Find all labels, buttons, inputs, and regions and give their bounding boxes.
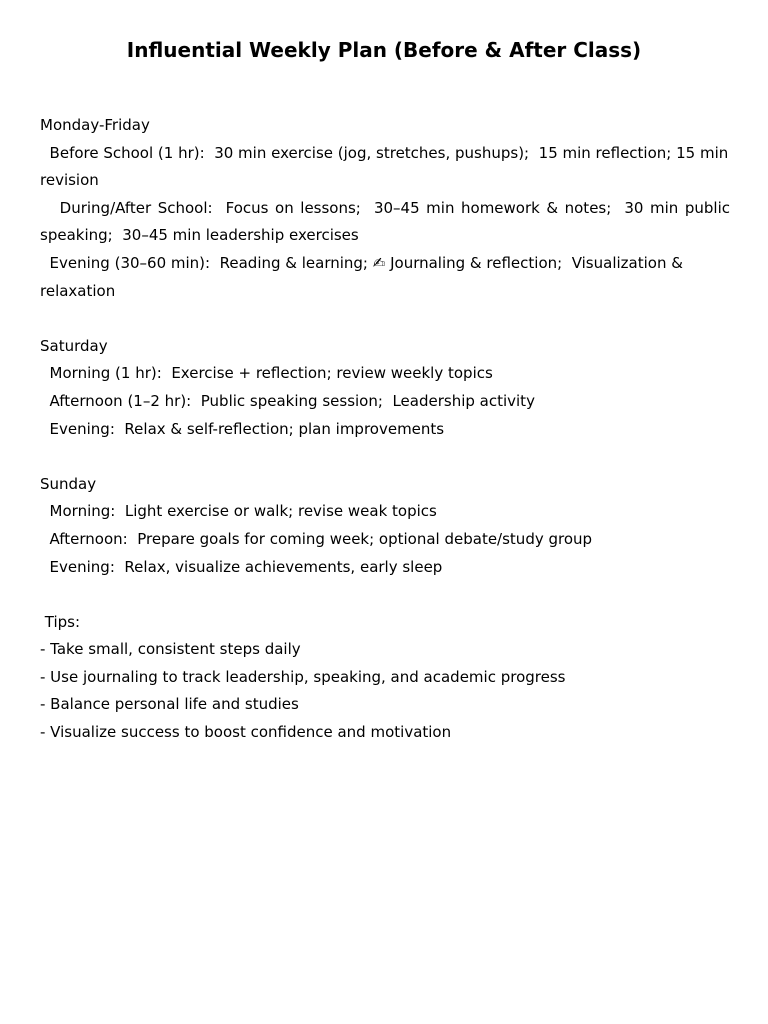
weekday-heading: Monday-Friday [40,116,150,134]
tips-item: - Take small, consistent steps daily [40,640,301,659]
sunday-heading: Sunday [40,474,97,493]
sunday-afternoon: Afternoon: Prepare goals for coming week; optional debate/study group [40,529,593,548]
weekday-before-school: Before School (1 hr): 30 min exercise (jog, stretches, pushups); 15 min reflection; 15 min revision [40,143,734,190]
section-spacer [40,443,730,471]
tips-item: - Balance personal life and studies [40,695,299,714]
saturday-evening: Evening: Relax & self-reflection; plan improvements [40,419,445,438]
weekday-evening: Evening (30–60 min): Reading & learning; ✍ Journaling & reflection; Visualization & relaxation [40,253,688,300]
sunday-evening: Evening: Relax, visualize achievements, early sleep [40,557,443,576]
tips-heading: Tips: [40,612,81,631]
saturday-heading: Saturday [40,336,108,355]
document-title: Influential Weekly Plan (Before & After Class) [126,38,642,62]
saturday-morning: Morning (1 hr): Exercise + reflection; review weekly topics [40,364,493,383]
tips-item: - Use journaling to track leadership, speaking, and academic progress [40,667,566,686]
section-spacer [40,305,730,333]
document-body [40,112,735,747]
sunday-morning: Morning: Light exercise or walk; revise weak topics [40,502,437,521]
section-spacer [40,581,730,609]
saturday-afternoon: Afternoon (1–2 hr): Public speaking session; Leadership activity [40,391,535,410]
weekday-during-after-school: During/After School: Focus on lessons; 30–45 min homework & notes; 30 min public speaking; 30–45 min leadership exercises [40,198,735,245]
tips-item: - Visualize success to boost confidence and motivation [40,723,452,742]
